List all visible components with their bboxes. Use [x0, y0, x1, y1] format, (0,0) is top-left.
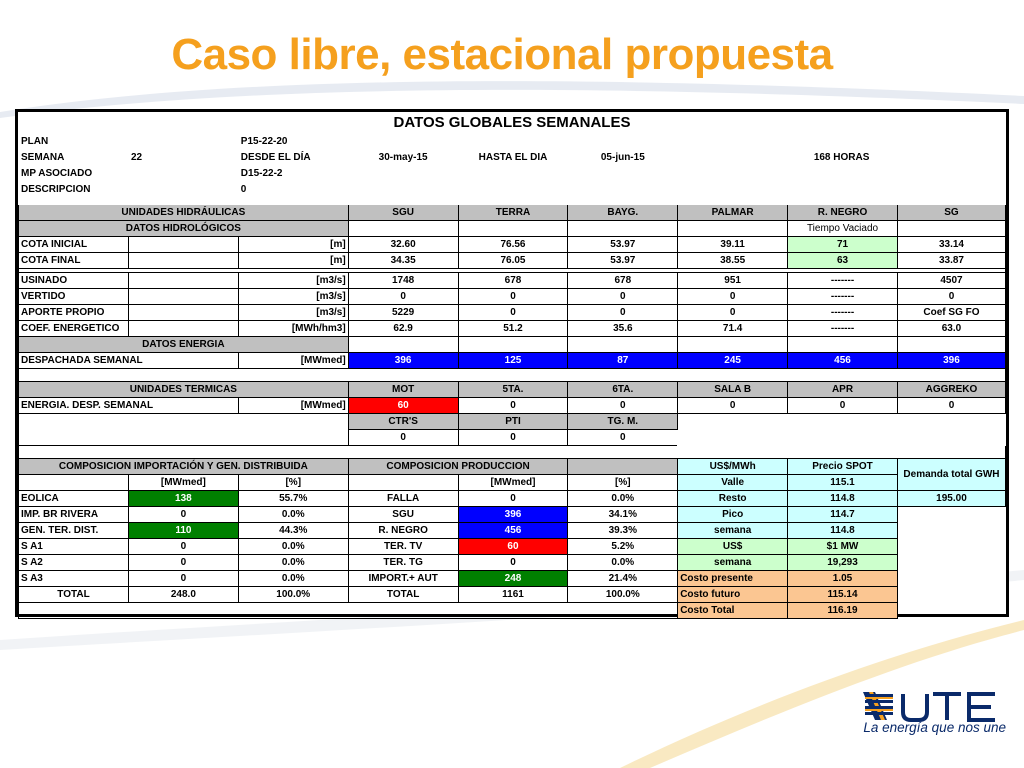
cell: 62.9 [348, 321, 458, 337]
logo-wordmark [903, 694, 995, 720]
hidraulicas-header: UNIDADES HIDRÁULICAS [19, 205, 349, 221]
mp-value: D15-22-2 [240, 167, 283, 179]
term-col: MOT [348, 382, 458, 398]
hidro-col-palmar: PALMAR [678, 205, 788, 221]
cell: Coef SG FO [897, 305, 1005, 321]
cell: 87 [568, 353, 678, 369]
cell: 0.0% [238, 555, 348, 571]
table-row [19, 273, 1006, 289]
table-row [19, 237, 1006, 253]
cell: 0 [678, 305, 788, 321]
plan-value: P15-22-20 [240, 135, 288, 147]
row-unit: [MWmed] [238, 398, 348, 414]
table-row [19, 253, 1006, 269]
cell: 44.3% [238, 523, 348, 539]
cell: 33.87 [897, 253, 1005, 269]
costo-futuro-label: Costo futuro [678, 587, 788, 603]
table-row [19, 305, 1006, 321]
cell: 0 [128, 539, 238, 555]
costo-futuro-value: 115.14 [788, 587, 898, 603]
cell: 60 [458, 539, 568, 555]
row-unit: [MWh/hm3] [238, 321, 348, 337]
cell: 4507 [897, 273, 1005, 289]
desde-value: 30-may-15 [378, 151, 428, 163]
cell: 110 [128, 523, 238, 539]
row-label: S A2 [19, 555, 129, 571]
cell: 34.1% [568, 507, 678, 523]
pico-value: 114.7 [788, 507, 898, 523]
cell: 51.2 [458, 321, 568, 337]
descripcion-value: 0 [240, 183, 247, 195]
table-row [19, 523, 1006, 539]
hasta-value: 05-jun-15 [600, 151, 645, 163]
data-table [18, 112, 1006, 619]
cell: 63 [788, 253, 898, 269]
costo-total-value: 116.19 [788, 603, 898, 619]
row-label: FALLA [348, 491, 458, 507]
row-unit: [m3/s] [238, 305, 348, 321]
hidro-col-rnegro: R. NEGRO [788, 205, 898, 221]
row-unit: [m] [238, 253, 348, 269]
cell: 71.4 [678, 321, 788, 337]
total-label: TOTAL [348, 587, 458, 603]
cell: 456 [458, 523, 568, 539]
cell: 39.3% [568, 523, 678, 539]
cell: 0 [128, 571, 238, 587]
cell: 0 [128, 507, 238, 523]
cell: 678 [458, 273, 568, 289]
valle-label: Valle [678, 475, 788, 491]
resto-label: Resto [678, 491, 788, 507]
row-label: TER. TV [348, 539, 458, 555]
cell: 951 [678, 273, 788, 289]
datos-energia-header: DATOS ENERGIA [19, 337, 349, 353]
cell: 248 [458, 571, 568, 587]
hidro-col-bayg: BAYG. [568, 205, 678, 221]
term-col2: PTI [458, 414, 568, 430]
term-col: APR [788, 382, 898, 398]
term-col: SALA B [678, 382, 788, 398]
cell: ------- [788, 321, 898, 337]
total-label: TOTAL [19, 587, 129, 603]
cell: 0 [348, 289, 458, 305]
unit-pct: [%] [568, 475, 678, 491]
cell: 53.97 [568, 237, 678, 253]
row-unit: [MWmed] [238, 353, 348, 369]
composicion-prod-header: COMPOSICION PRODUCCION [348, 459, 568, 475]
cell: 678 [568, 273, 678, 289]
unit-mw: [MWmed] [458, 475, 568, 491]
cell: 32.60 [348, 237, 458, 253]
row-label: IMP. BR RIVERA [19, 507, 129, 523]
row-label: S A3 [19, 571, 129, 587]
row-label: R. NEGRO [348, 523, 458, 539]
row-label: APORTE PROPIO [19, 305, 129, 321]
cell: 396 [458, 507, 568, 523]
term-col: AGGREKO [897, 382, 1005, 398]
usd-value: $1 MW [788, 539, 898, 555]
cell: 5229 [348, 305, 458, 321]
cell: 0 [458, 430, 568, 446]
term-col: 6TA. [568, 382, 678, 398]
cell: 0.0% [238, 507, 348, 523]
cell: 0.0% [238, 571, 348, 587]
table-row [19, 587, 1006, 603]
semana2-label: semana [678, 555, 788, 571]
row-label: ENERGIA. DESP. SEMANAL [19, 398, 239, 414]
unit-pct: [%] [238, 475, 348, 491]
logo-tagline: La energía que nos une [863, 720, 1006, 735]
costo-presente-label: Costo presente [678, 571, 788, 587]
hidro-col-terra: TERRA [458, 205, 568, 221]
cell: 76.56 [458, 237, 568, 253]
row-label: IMPORT.+ AUT [348, 571, 458, 587]
cell: 39.11 [678, 237, 788, 253]
semana-label: SEMANA [21, 151, 65, 163]
cell: 63.0 [897, 321, 1005, 337]
semana-value: 114.8 [788, 523, 898, 539]
cell: 34.35 [348, 253, 458, 269]
hidro-col-sg: SG [897, 205, 1005, 221]
cell: 0 [678, 398, 788, 414]
plan-label: PLAN [21, 135, 49, 147]
cell: 0 [458, 398, 568, 414]
row-label: COEF. ENERGETICO [19, 321, 129, 337]
cell: 100.0% [568, 587, 678, 603]
logo-stripes-icon [863, 692, 893, 720]
cell: 100.0% [238, 587, 348, 603]
pico-label: Pico [678, 507, 788, 523]
termicas-header: UNIDADES TERMICAS [19, 382, 349, 398]
table-row [19, 539, 1006, 555]
hasta-label: HASTA EL DIA [478, 151, 548, 163]
table-row [19, 571, 1006, 587]
demanda-label: Demanda total GWH [897, 459, 1005, 491]
usd-label: US$ [678, 539, 788, 555]
cell: 0 [897, 289, 1005, 305]
row-unit: [m3/s] [238, 273, 348, 289]
demanda-value: 195.00 [897, 491, 1005, 507]
table-row [19, 398, 1006, 414]
table-row [19, 353, 1006, 369]
term-col2: TG. M. [568, 414, 678, 430]
row-label: DESPACHADA SEMANAL [19, 353, 239, 369]
cell: 0 [458, 305, 568, 321]
table-row [19, 507, 1006, 523]
cell: 0 [128, 555, 238, 571]
cell: 1748 [348, 273, 458, 289]
row-label: EOLICA [19, 491, 129, 507]
cell: ------- [788, 305, 898, 321]
datos-hidrologicos-header: DATOS HIDROLÓGICOS [19, 221, 349, 237]
table-row [19, 321, 1006, 337]
cell: 0 [568, 289, 678, 305]
datos-globales-title: DATOS GLOBALES SEMANALES [393, 114, 631, 131]
semana-label: semana [678, 523, 788, 539]
cell: 0 [458, 289, 568, 305]
tiempo-vaciado-label: Tiempo Vaciado [788, 221, 898, 237]
table-row [19, 289, 1006, 305]
cell: 53.97 [568, 253, 678, 269]
cell: 5.2% [568, 539, 678, 555]
cell: 33.14 [897, 237, 1005, 253]
cell: 38.55 [678, 253, 788, 269]
term-col: 5TA. [458, 382, 568, 398]
cell: 0 [788, 398, 898, 414]
row-label: USINADO [19, 273, 129, 289]
cell: 0.0% [568, 555, 678, 571]
semana2-value: 19,293 [788, 555, 898, 571]
descripcion-label: DESCRIPCION [21, 183, 91, 195]
resto-value: 114.8 [788, 491, 898, 507]
row-label: GEN. TER. DIST. [19, 523, 129, 539]
row-label: SGU [348, 507, 458, 523]
row-unit: [m3/s] [238, 289, 348, 305]
term-col2: CTR'S [348, 414, 458, 430]
cell: 76.05 [458, 253, 568, 269]
cell: 248.0 [128, 587, 238, 603]
slide-title: Caso libre, estacional propuesta [171, 30, 833, 79]
usd-mwh-label: US$/MWh [678, 459, 788, 475]
row-label: COTA FINAL [19, 253, 129, 269]
costo-total-label: Costo Total [678, 603, 788, 619]
cell: 0 [897, 398, 1005, 414]
hidro-col-sgu: SGU [348, 205, 458, 221]
cell: ------- [788, 273, 898, 289]
cell: 0.0% [568, 491, 678, 507]
cell: 0 [678, 289, 788, 305]
row-label: VERTIDO [19, 289, 129, 305]
cell: 60 [348, 398, 458, 414]
cell: 0 [348, 430, 458, 446]
spreadsheet [18, 112, 1006, 614]
desde-label: DESDE EL DÍA [240, 151, 311, 163]
cell: ------- [788, 289, 898, 305]
spreadsheet-frame [15, 109, 1009, 617]
row-unit: [m] [238, 237, 348, 253]
precio-spot-label: Precio SPOT [788, 459, 898, 475]
cell: 0.0% [238, 539, 348, 555]
cell: 35.6 [568, 321, 678, 337]
table-row [19, 491, 1006, 507]
cell: 0 [568, 430, 678, 446]
cell: 0 [458, 491, 568, 507]
row-label: TER. TG [348, 555, 458, 571]
cell: 125 [458, 353, 568, 369]
row-label: S A1 [19, 539, 129, 555]
cell: 245 [678, 353, 788, 369]
cell: 396 [897, 353, 1005, 369]
horas-value: 168 HORAS [813, 151, 870, 163]
cell: 0 [458, 555, 568, 571]
mp-label: MP ASOCIADO [21, 167, 93, 179]
cell: 71 [788, 237, 898, 253]
costo-presente-value: 1.05 [788, 571, 898, 587]
cell: 21.4% [568, 571, 678, 587]
composicion-import-header: COMPOSICION IMPORTACIÓN Y GEN. DISTRIBUIDA [19, 459, 349, 475]
table-row [19, 555, 1006, 571]
cell: 1161 [458, 587, 568, 603]
cell: 0 [568, 398, 678, 414]
cell: 396 [348, 353, 458, 369]
unit-mw: [MWmed] [128, 475, 238, 491]
cell: 138 [128, 491, 238, 507]
valle-value: 115.1 [788, 475, 898, 491]
semana-value: 22 [130, 151, 143, 163]
cell: 55.7% [238, 491, 348, 507]
cell: 456 [788, 353, 898, 369]
cell: 0 [568, 305, 678, 321]
row-label: COTA INICIAL [19, 237, 129, 253]
